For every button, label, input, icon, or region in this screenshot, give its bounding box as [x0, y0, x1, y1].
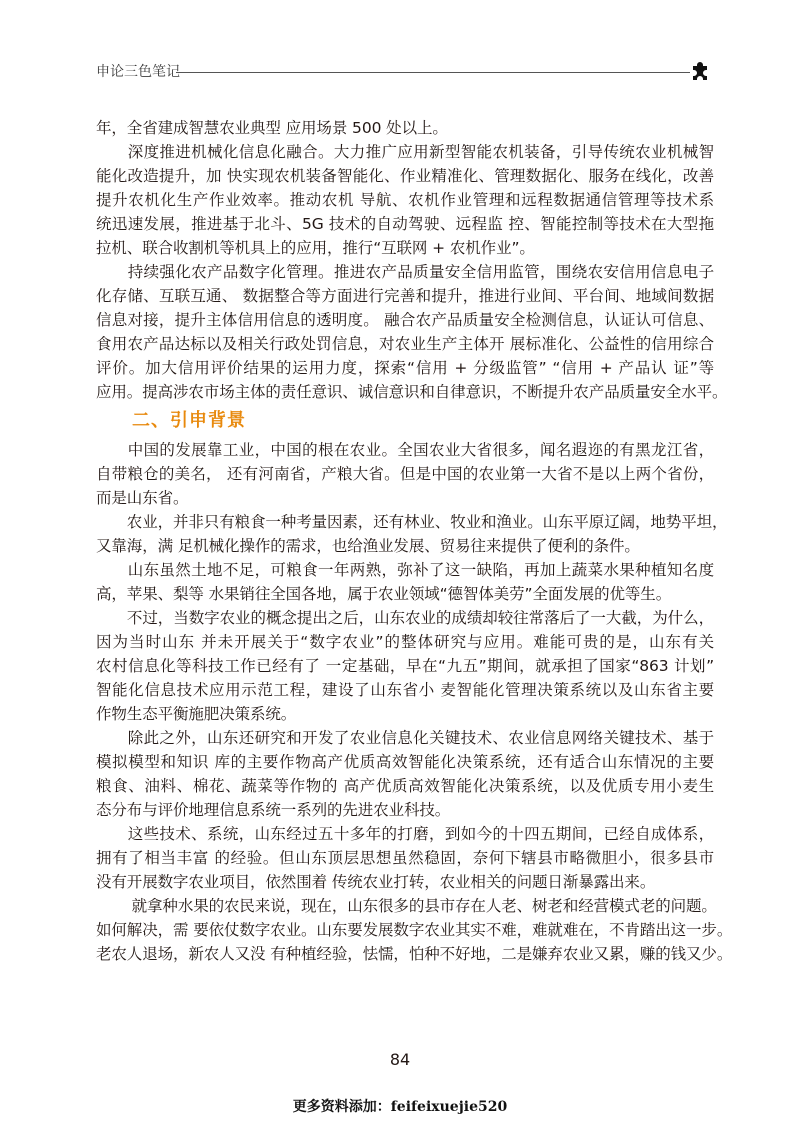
text-line: 自带粮仓的美名， 还有河南省，产粮大省。但是中国的农业第一大省不是以上两个省份， — [96, 465, 714, 483]
text-line: 如何解决，需 要依仗数字农业。山东要发展数字农业其实不难，难就难在，不肯踏出这一步。 — [96, 921, 733, 939]
paragraph — [96, 894, 733, 966]
text-line: 粮食、油料、棉花、蔬菜等作物的 高产优质高效智能化决策系统，以及优质专用小麦生 — [96, 777, 714, 795]
paragraph — [96, 726, 714, 822]
text-line: 又靠海，满 足机械化操作的需求，也给渔业发展、贸易往来提供了便利的条件。 — [96, 537, 640, 555]
text-line: 而是山东省。 — [96, 489, 189, 507]
text-line: 评价。加大信用评价结果的运用力度，探索“信用 + 分级监管” “信用 + 产品认 证”等 — [96, 359, 714, 377]
paragraph — [96, 140, 714, 260]
text-line: 应用。提高涉农市场主体的责任意识、诚信意识和自律意识，不断提升农产品质量安全水平。 — [96, 383, 728, 401]
footer-note: 更多资料添加：feifeixuejie520 — [292, 1099, 508, 1115]
text-line: 拉机、联合收割机等机具上的应用，推行“互联网 + 农机作业”。 — [96, 239, 535, 257]
text-line: 不过，当数字农业的概念提出之后，山东农业的成绩却较往常落后了一大截，为什么， — [96, 609, 714, 627]
puzzle-piece-icon — [690, 62, 710, 82]
text-line: 因为当时山东 并未开展关于“数字农业”的整体研究与应用。难能可贵的是，山东有关 — [96, 633, 714, 651]
text-line: 模拟模型和知识 库的主要作物高产优质高效智能化决策系统，还有适合山东情况的主要 — [96, 753, 714, 771]
text-line: 能化改造提升，加 快实现农机装备智能化、作业精准化、管理数据化、服务在线化，改善 — [96, 167, 714, 185]
text-line: 没有开展数字农业项目，依然围着 传统农业打转，农业相关的问题日渐暴露出来。 — [96, 873, 656, 891]
paragraph — [96, 558, 714, 606]
header-divider — [176, 72, 690, 73]
paragraph — [96, 260, 728, 404]
paragraph — [96, 822, 714, 894]
paragraph — [96, 116, 714, 140]
text-line: 提升农机化生产作业效率。推动农机 导航、农机作业管理和远程数据通信管理等技术系 — [96, 191, 714, 209]
text-line: 年，全省建成智慧农业典型 应用场景 500 处以上。 — [96, 119, 448, 137]
paragraph — [96, 510, 728, 558]
page-number: 84 — [389, 1050, 411, 1069]
text-line: 食用农产品达标以及相关行政处罚信息，对农业生产主体开 展标准化、公益性的信用综合 — [96, 335, 714, 353]
text-line: 高，苹果、梨等 水果销往全国各地，属于农业领域“德智体美劳”全面发展的优等生。 — [96, 585, 672, 603]
header-title: 申论三色笔记 — [96, 64, 180, 80]
text-line: 态分布与评价地理信息系统一系列的先进农业科技。 — [96, 801, 451, 819]
text-line: 化存储、互联互通、 数据整合等方面进行完善和提升，推进行业间、平台间、地域间数据 — [96, 287, 714, 305]
text-line: 统迅速发展，推进基于北斗、5G 技术的自动驾驶、远程监 控、智能控制等技术在大型拖 — [96, 215, 714, 233]
page-header — [96, 62, 710, 84]
text-line: 农业，并非只有粮食一种考量因素，还有林业、牧业和渔业。山东平原辽阔，地势平坦， — [96, 513, 728, 531]
text-line: 除此之外，山东还研究和开发了农业信息化关键技术、农业信息网络关键技术、基于 — [96, 729, 714, 747]
section-heading: 二、引申背景 — [132, 410, 246, 431]
paragraph — [96, 606, 714, 726]
text-line: 这些技术、系统，山东经过五十多年的打磨，到如今的十四五期间，已经自成体系， — [96, 825, 714, 843]
text-line: 持续强化农产品数字化管理。推进农产品质量安全信用监管，围绕农安信用信息电子 — [96, 263, 714, 281]
text-line: 智能化信息技术应用示范工程，建设了山东省小 麦智能化管理决策系统以及山东省主要 — [96, 681, 714, 699]
text-line: 老农人退场，新农人又没 有种植经验，怯懦，怕种不好地，二是嫌弃农业又累，赚的钱又少。 — [96, 945, 733, 963]
text-line: 深度推进机械化信息化融合。大力推广应用新型智能农机装备，引导传统农业机械智 — [96, 143, 714, 161]
text-line: 山东虽然土地不足，可粮食一年两熟，弥补了这一缺陷，再加上蔬菜水果种植知名度 — [96, 561, 714, 579]
text-line: 就拿种水果的农民来说，现在，山东很多的县市存在人老、树老和经营模式老的问题。 — [96, 897, 717, 915]
paragraph — [96, 438, 714, 510]
text-line: 中国的发展靠工业，中国的根在农业。全国农业大省很多，闻名遐迩的有黑龙江省， — [96, 441, 714, 459]
text-line: 作物生态平衡施肥决策系统。 — [96, 705, 297, 723]
text-line: 信息对接，提升主体信用信息的透明度。 融合农产品质量安全检测信息，认证认可信息、 — [96, 311, 714, 329]
body-text — [96, 116, 733, 966]
text-line: 拥有了相当丰富 的经验。但山东顶层思想虽然稳固，奈何下辖县市略微胆小，很多县市 — [96, 849, 714, 867]
text-line: 农村信息化等科技工作已经有了 一定基础，早在“九五”期间，就承担了国家“863 计划” — [96, 657, 714, 675]
